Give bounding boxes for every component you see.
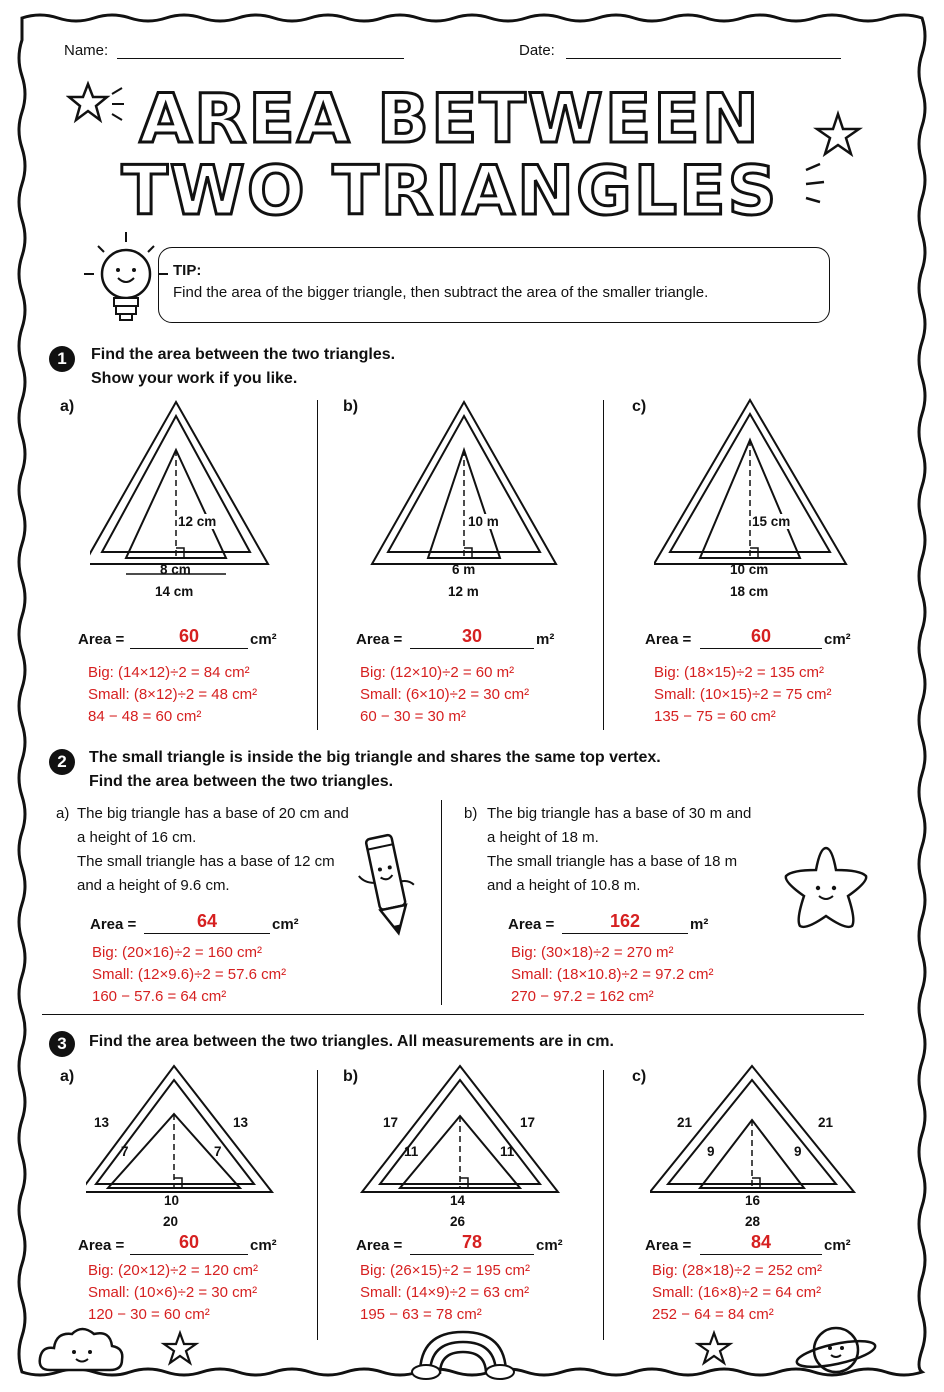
answer-line <box>410 648 534 649</box>
answer-field[interactable]: 60 <box>750 626 772 646</box>
question-3-instruction: Find the area between the two triangles. All measurements are in cm. <box>89 1033 614 1050</box>
work-line: 270 − 97.2 = 162 cm² <box>511 988 654 1005</box>
work-line: Small: (16×8)÷2 = 64 cm² <box>652 1284 822 1301</box>
work-line: Small: (6×10)÷2 = 30 cm² <box>360 686 530 703</box>
height-label: 15 cm <box>752 514 791 529</box>
work-line: Big: (28×18)÷2 = 252 cm² <box>652 1262 822 1279</box>
unit-label: m² <box>690 916 709 933</box>
answer-line <box>700 1254 822 1255</box>
small-base-label: 10 cm <box>730 562 769 577</box>
question-2-instruction: The small triangle is inside the big triangle and shares the same top vertex. <box>89 749 661 766</box>
answer-line <box>130 1254 248 1255</box>
nested-triangles-figure <box>358 1062 568 1202</box>
work-line: 195 − 63 = 78 cm² <box>360 1306 482 1323</box>
problem-text: The small triangle has a base of 18 m <box>487 853 738 870</box>
area-label: Area = <box>78 631 125 648</box>
work-line: 60 − 30 = 30 m² <box>360 708 466 725</box>
name-field[interactable] <box>117 58 404 59</box>
answer-line <box>700 648 822 649</box>
work-line: Big: (20×12)÷2 = 120 cm² <box>88 1262 258 1279</box>
star-icon <box>694 1330 734 1370</box>
area-label: Area = <box>356 631 403 648</box>
date-label: Date: <box>519 42 555 59</box>
big-base-label: 28 <box>745 1214 761 1229</box>
question-1-instruction-2: Show your work if you like. <box>91 370 298 387</box>
work-line: Big: (18×15)÷2 = 135 cm² <box>654 664 824 681</box>
big-side-label: 13 <box>233 1115 249 1130</box>
work-line: Big: (30×18)÷2 = 270 m² <box>511 944 674 961</box>
area-label: Area = <box>645 1237 692 1254</box>
big-base-label: 26 <box>450 1214 466 1229</box>
work-line: Big: (14×12)÷2 = 84 cm² <box>88 664 250 681</box>
work-line: Small: (8×12)÷2 = 48 cm² <box>88 686 258 703</box>
problem-text: The big triangle has a base of 20 cm and <box>77 805 349 822</box>
lightbulb-icon <box>80 226 170 336</box>
page-title-line-1: AREA BETWEEN <box>139 80 761 159</box>
nested-triangles-figure <box>370 398 570 588</box>
section-divider <box>42 1014 864 1015</box>
name-label: Name: <box>64 42 109 59</box>
big-side-label: 17 <box>520 1115 536 1130</box>
work-line: 120 − 30 = 60 cm² <box>88 1306 210 1323</box>
star-character-icon <box>776 840 876 940</box>
part-label: b) <box>464 805 478 822</box>
big-base-label: 14 cm <box>155 584 194 599</box>
part-label: b) <box>343 398 359 415</box>
small-base-label: 8 cm <box>160 562 191 577</box>
star-icon <box>812 110 864 162</box>
area-label: Area = <box>645 631 692 648</box>
unit-label: m² <box>536 631 555 648</box>
unit-label: cm² <box>536 1237 563 1254</box>
area-label: Area = <box>90 916 137 933</box>
work-line: Small: (10×15)÷2 = 75 cm² <box>654 686 832 703</box>
part-label: a) <box>56 805 70 822</box>
answer-field[interactable]: 162 <box>609 911 641 931</box>
small-base-label: 10 <box>164 1193 180 1208</box>
page-title-line-2: TWO TRIANGLES <box>121 152 779 231</box>
nested-triangles-figure <box>650 1062 860 1202</box>
big-side-label: 13 <box>94 1115 110 1130</box>
work-line: Small: (18×10.8)÷2 = 97.2 cm² <box>511 966 714 983</box>
answer-line <box>562 933 688 934</box>
work-line: Small: (14×9)÷2 = 63 cm² <box>360 1284 530 1301</box>
problem-text: The small triangle has a base of 12 cm <box>77 853 335 870</box>
pencil-character-icon <box>354 828 424 948</box>
sparkle-icon <box>800 160 840 210</box>
answer-field[interactable]: 60 <box>178 626 200 646</box>
work-line: 84 − 48 = 60 cm² <box>88 708 202 725</box>
big-base-label: 20 <box>163 1214 179 1229</box>
question-number: 1 <box>49 346 75 372</box>
work-line: Small: (10×6)÷2 = 30 cm² <box>88 1284 258 1301</box>
small-side-label: 7 <box>121 1144 129 1159</box>
part-label: c) <box>632 398 647 415</box>
star-icon <box>160 1330 200 1370</box>
area-label: Area = <box>78 1237 125 1254</box>
big-base-label: 18 cm <box>730 584 769 599</box>
question-number: 3 <box>49 1031 75 1057</box>
small-side-label: 9 <box>794 1144 802 1159</box>
answer-line <box>410 1254 534 1255</box>
question-1-instruction: Find the area between the two triangles. <box>91 346 396 363</box>
unit-label: cm² <box>250 1237 277 1254</box>
tip-label: TIP: <box>173 262 202 279</box>
work-line: 160 − 57.6 = 64 cm² <box>92 988 227 1005</box>
column-divider <box>603 400 604 730</box>
rainbow-icon <box>408 1324 518 1380</box>
answer-field[interactable]: 84 <box>750 1232 772 1252</box>
unit-label: cm² <box>250 631 277 648</box>
problem-text: a height of 18 m. <box>487 829 599 846</box>
nested-triangles-figure <box>90 398 290 588</box>
cloud-icon <box>36 1322 126 1378</box>
height-label: 10 m <box>468 514 499 529</box>
small-side-label: 7 <box>214 1144 222 1159</box>
nested-triangles-figure <box>654 398 854 588</box>
column-divider <box>441 800 442 1005</box>
answer-field[interactable]: 78 <box>461 1232 483 1252</box>
star-icon <box>66 80 126 140</box>
work-line: Big: (12×10)÷2 = 60 m² <box>360 664 515 681</box>
height-label: 12 cm <box>178 514 217 529</box>
part-label: b) <box>343 1068 359 1085</box>
unit-label: cm² <box>272 916 299 933</box>
column-divider <box>317 400 318 730</box>
work-line: Big: (26×15)÷2 = 195 cm² <box>360 1262 530 1279</box>
unit-label: cm² <box>824 631 851 648</box>
work-line: Small: (12×9.6)÷2 = 57.6 cm² <box>92 966 287 983</box>
column-divider <box>603 1070 604 1340</box>
work-line: 135 − 75 = 60 cm² <box>654 708 776 725</box>
problem-text: a height of 16 cm. <box>77 829 197 846</box>
big-side-label: 21 <box>677 1115 693 1130</box>
work-line: Big: (20×16)÷2 = 160 cm² <box>92 944 262 961</box>
question-number: 2 <box>49 749 75 775</box>
area-label: Area = <box>508 916 555 933</box>
question-2-instruction-2: Find the area between the two triangles. <box>89 773 394 790</box>
small-side-label: 11 <box>404 1144 419 1159</box>
big-side-label: 21 <box>818 1115 834 1130</box>
problem-text: and a height of 10.8 m. <box>487 877 641 894</box>
date-field[interactable] <box>566 58 841 59</box>
unit-label: cm² <box>824 1237 851 1254</box>
part-label: c) <box>632 1068 647 1085</box>
answer-line <box>130 648 248 649</box>
answer-field[interactable]: 30 <box>461 626 483 646</box>
problem-text: and a height of 9.6 cm. <box>77 877 230 894</box>
answer-line <box>144 933 270 934</box>
column-divider <box>317 1070 318 1340</box>
part-label: a) <box>60 1068 75 1085</box>
answer-field[interactable]: 60 <box>178 1232 200 1252</box>
small-side-label: 11 <box>500 1144 515 1159</box>
small-base-label: 16 <box>745 1193 761 1208</box>
work-line: 252 − 64 = 84 cm² <box>652 1306 774 1323</box>
small-base-label: 6 m <box>452 562 476 577</box>
small-side-label: 9 <box>707 1144 715 1159</box>
area-label: Area = <box>356 1237 403 1254</box>
big-base-label: 12 m <box>448 584 479 599</box>
big-side-label: 17 <box>383 1115 399 1130</box>
tip-text: Find the area of the bigger triangle, then subtract the area of the smaller triangle. <box>173 284 709 301</box>
part-label: a) <box>60 398 75 415</box>
problem-text: The big triangle has a base of 30 m and <box>487 805 752 822</box>
planet-icon <box>790 1318 880 1380</box>
answer-field[interactable]: 64 <box>196 911 218 931</box>
small-base-label: 14 <box>450 1193 466 1208</box>
nested-triangles-figure <box>86 1062 286 1202</box>
